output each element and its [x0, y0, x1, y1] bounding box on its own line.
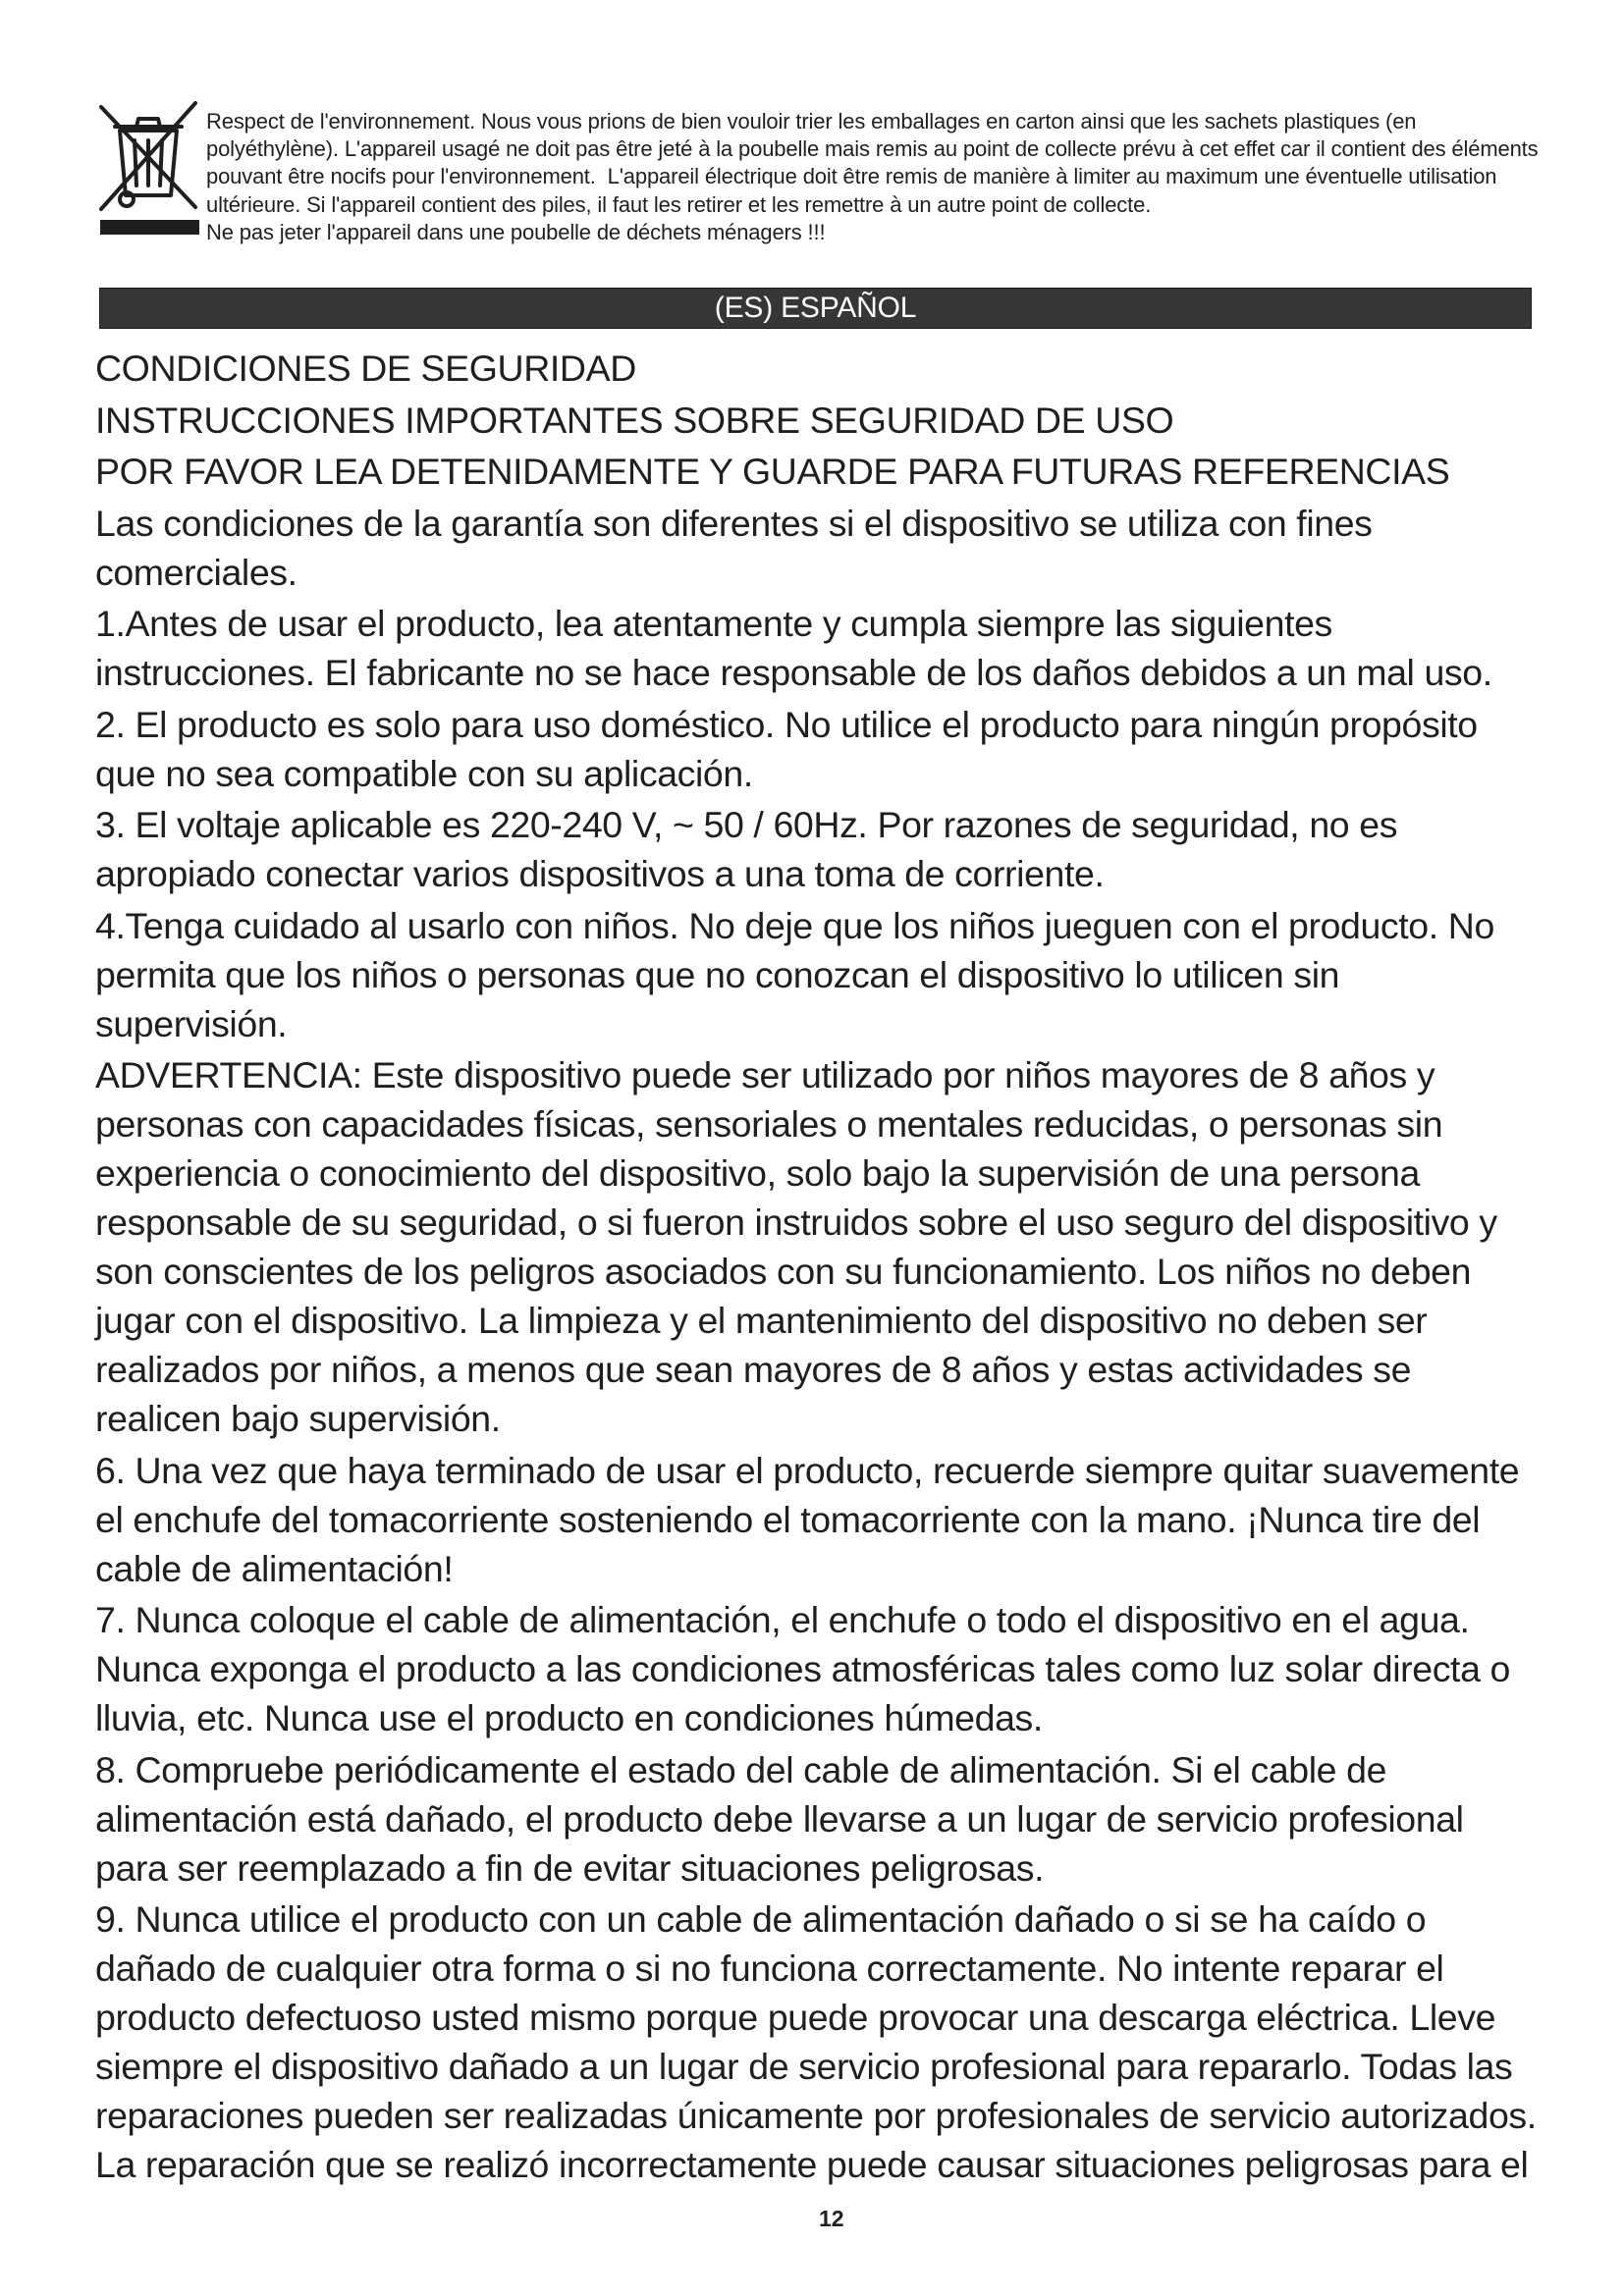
page-number: 12 — [819, 2206, 844, 2231]
warning-paragraph — [95, 1050, 1568, 1443]
paragraph-line: apropiado conectar varios dispositivos a una toma de corriente. — [95, 853, 1105, 894]
safety-paragraph — [95, 1745, 1568, 1893]
language-header-bar — [99, 288, 1532, 329]
heading-block — [95, 344, 1568, 393]
paragraph-line: permita que los niños o personas que no conozcan el dispositivo lo utilicen sin — [95, 953, 1340, 995]
safety-paragraph — [95, 1595, 1568, 1742]
paragraph-line: ADVERTENCIA: Este dispositivo puede ser utilizado por niños mayores de 8 años y — [95, 1054, 1435, 1095]
notice-line: Respect de l'environnement. Nous vous prions de bien vouloir trier les emballages en carton ainsi que les sachets plastiques (en — [206, 109, 1417, 133]
safety-paragraph — [95, 1446, 1568, 1593]
paragraph-line: realizados por niños, a menos que sean mayores de 8 años y estas actividades se — [95, 1349, 1412, 1390]
safety-paragraph — [95, 1895, 1568, 2189]
language-header-label: (ES) ESPAÑOL — [714, 292, 917, 324]
environment-notice — [206, 108, 1581, 246]
safety-paragraph — [95, 599, 1568, 697]
paragraph-line: 2. El producto es solo para uso doméstico. No utilice el producto para ningún propósito — [95, 703, 1478, 745]
heading-block — [95, 396, 1568, 445]
safety-paragraph — [95, 499, 1568, 597]
paragraph-line: personas con capacidades físicas, sensoriales o mentales reducidas, o personas sin — [95, 1103, 1443, 1145]
paragraph-line: 8. Compruebe periódicamente el estado del cable de alimentación. Si el cable de — [95, 1748, 1387, 1790]
paragraph-line: 7. Nunca coloque el cable de alimentación, el enchufe o todo el dispositivo en el agua. — [95, 1599, 1470, 1640]
safety-instructions — [95, 344, 1568, 2192]
paragraph-line: experiencia o conocimiento del dispositivo, solo bajo la supervisión de una persona — [95, 1152, 1420, 1194]
paragraph-line: jugar con el dispositivo. La limpieza y el mantenimiento del dispositivo no deben ser — [95, 1300, 1428, 1341]
paragraph-line: producto defectuoso usted mismo porque puede provocar una descarga eléctrica. Lleve — [95, 1997, 1496, 2038]
paragraph-line: Nunca exponga el producto a las condiciones atmosféricas tales como luz solar directa o — [95, 1648, 1510, 1689]
heading-line: INSTRUCCIONES IMPORTANTES SOBRE SEGURIDAD DE USO — [95, 399, 1174, 441]
heading-line: POR FAVOR LEA DETENIDAMENTE Y GUARDE PARA FUTURAS REFERENCIAS — [95, 451, 1450, 492]
paragraph-line: alimentación está dañado, el producto debe llevarse a un lugar de servicio profesional — [95, 1797, 1464, 1840]
paragraph-line: Las condiciones de la garantía son diferentes si el dispositivo se utiliza con fines — [95, 502, 1373, 544]
paragraph-line: reparaciones pueden ser realizadas únicamente por profesionales de servicio autorizados. — [95, 2095, 1537, 2136]
paragraph-line: el enchufe del tomacorriente sosteniendo el tomacorriente con la mano. ¡Nunca tire del — [95, 1498, 1481, 1540]
crossed-out-wheelie-bin-icon — [93, 97, 203, 237]
notice-line: polyéthylène). L'appareil usagé ne doit pas être jeté à la poubelle mais remis au point de collecte prévu à cet effet car il contient des éléments — [206, 136, 1539, 162]
paragraph-line: cable de alimentación! — [95, 1547, 454, 1589]
paragraph-line: dañado de cualquier otra forma o si no funciona correctamente. No intente reparar el — [95, 1948, 1444, 1989]
notice-line: Ne pas jeter l'appareil dans une poubelle de déchets ménagers !!! — [206, 219, 826, 244]
notice-line: pouvant être nocifs pour l'environnement. L'appareil électrique doit être remis de manière à limiter au maximum une éventuelle utilisation — [206, 164, 1497, 189]
paragraph-line: que no sea compatible con su aplicación. — [95, 752, 753, 794]
paragraph-line: supervisión. — [95, 1002, 288, 1044]
safety-paragraph — [95, 800, 1568, 898]
paragraph-line: instrucciones. El fabricante no se hace responsable de los daños debidos a un mal uso. — [95, 652, 1492, 693]
paragraph-line: 1.Antes de usar el producto, lea atentamente y cumpla siempre las siguientes — [95, 603, 1332, 644]
safety-paragraph — [95, 700, 1568, 798]
paragraph-line: responsable de su seguridad, o si fueron instruidos sobre el uso seguro del dispositivo y — [95, 1201, 1497, 1243]
safety-paragraph — [95, 901, 1568, 1048]
heading-block — [95, 447, 1568, 496]
paragraph-line: comerciales. — [95, 551, 298, 593]
paragraph-line: La reparación que se realizó incorrectamente puede causar situaciones peligrosas para el — [95, 2144, 1529, 2185]
paragraph-line: 3. El voltaje aplicable es 220-240 V, ~ 50 / 60Hz. Por razones de seguridad, no es — [95, 804, 1398, 845]
notice-line: ultérieure. Si l'appareil contient des piles, il faut les retirer et les remettre à un autre point de collecte. — [206, 191, 1152, 217]
paragraph-line: realicen bajo supervisión. — [95, 1398, 501, 1439]
paragraph-line: 4.Tenga cuidado al usarlo con niños. No deje que los niños jueguen con el producto. No — [95, 904, 1494, 946]
paragraph-line: lluvia, etc. Nunca use el producto en condiciones húmedas. — [95, 1697, 1043, 1738]
heading-line: CONDICIONES DE SEGURIDAD — [95, 347, 636, 389]
paragraph-line: 9. Nunca utilice el producto con un cable de alimentación dañado o si se ha caído o — [95, 1898, 1427, 1940]
paragraph-line: para ser reemplazado a fin de evitar situaciones peligrosas. — [95, 1846, 1045, 1889]
paragraph-line: 6. Una vez que haya terminado de usar el producto, recuerde siempre quitar suavemente — [95, 1449, 1520, 1491]
paragraph-line: son conscientes de los peligros asociados con su funcionamiento. Los niños no deben — [95, 1251, 1472, 1292]
paragraph-line: siempre el dispositivo dañado a un lugar de servicio profesional para repararlo. Todas las — [95, 2046, 1513, 2087]
